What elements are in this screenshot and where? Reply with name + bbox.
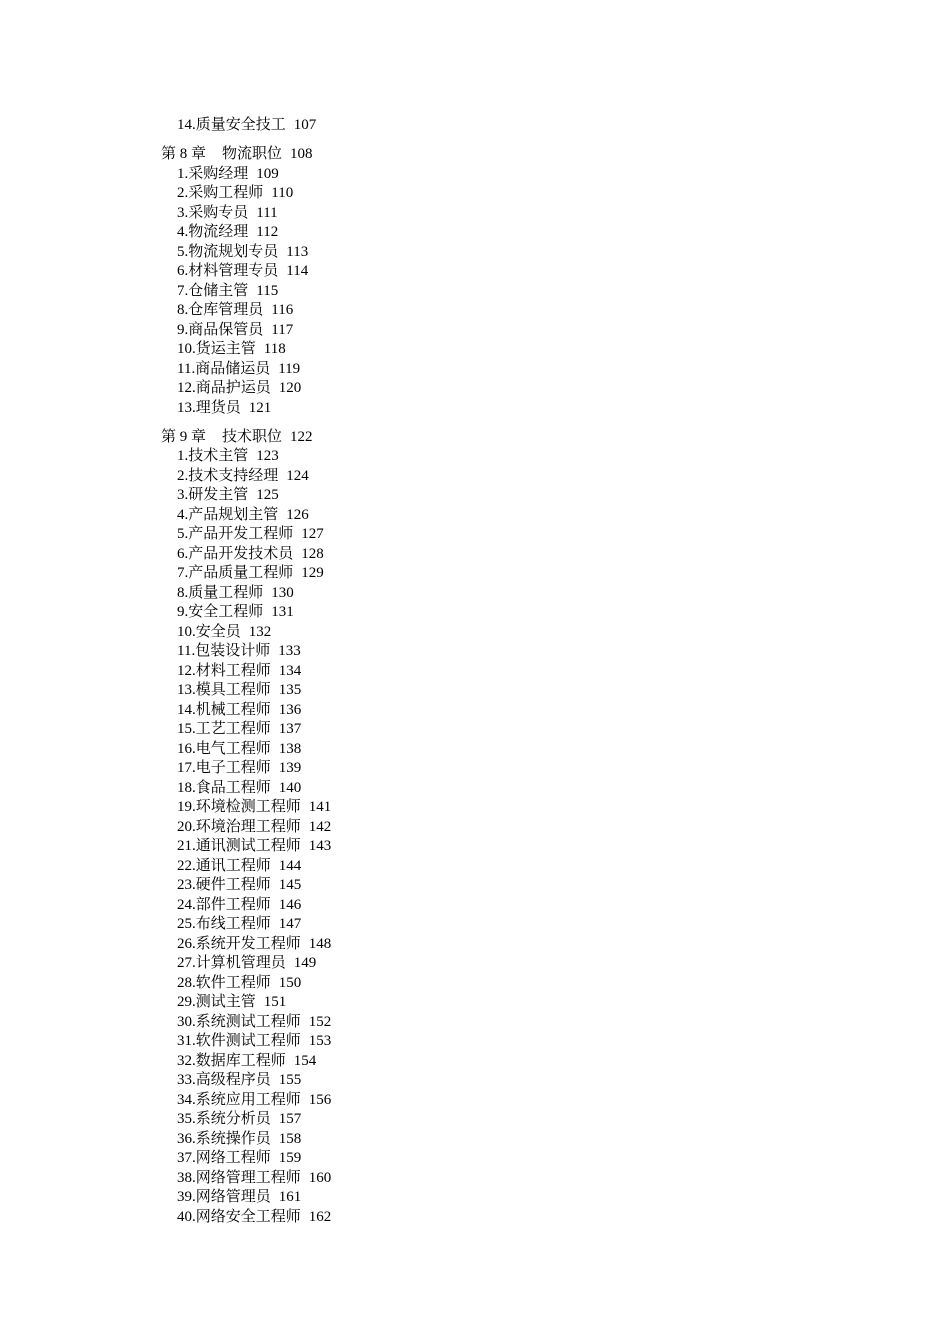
- page-number: 144: [278, 857, 302, 874]
- page-number: 122: [290, 428, 313, 445]
- toc-entry[interactable]: [161, 603, 761, 623]
- entry-title: 部件工程师: [195, 896, 271, 913]
- page-number: 150: [278, 974, 302, 991]
- entry-title: 安全员: [195, 623, 241, 640]
- toc-section: [161, 428, 761, 1228]
- page-number: 145: [278, 877, 302, 893]
- chapter-number: 第 8 章: [161, 146, 207, 162]
- entry-title: 技术主管: [188, 448, 249, 464]
- page-number: 138: [278, 740, 302, 757]
- entry-title: 计算机管理员: [195, 955, 286, 971]
- entry-title: 硬件工程师: [195, 877, 271, 893]
- entry-number: 1.: [177, 165, 189, 182]
- page-number: 113: [286, 243, 309, 260]
- entry-number: 12.: [177, 662, 196, 679]
- entry-number: 16.: [177, 740, 196, 757]
- entry-number: 3.: [177, 487, 189, 503]
- entry-title: 电气工程师: [195, 740, 271, 757]
- toc-entry[interactable]: [161, 681, 761, 701]
- page-number: 146: [278, 896, 302, 913]
- entry-number: 6.: [177, 263, 189, 279]
- entry-number: 39.: [177, 1189, 196, 1205]
- page-number: 139: [278, 760, 302, 776]
- entry-number: 36.: [177, 1130, 196, 1147]
- toc-entry[interactable]: [161, 1149, 761, 1169]
- entry-title: 布线工程师: [195, 916, 271, 932]
- entry-number: 14.: [177, 701, 196, 718]
- entry-title: 通讯测试工程师: [195, 838, 301, 854]
- toc-entry[interactable]: [161, 954, 761, 974]
- toc-entry[interactable]: [161, 1130, 761, 1150]
- entry-number: 8.: [177, 302, 189, 318]
- entry-number: 9.: [177, 321, 189, 338]
- entry-title: 网络安全工程师: [195, 1208, 301, 1225]
- entry-number: 19.: [177, 799, 196, 815]
- toc-entry[interactable]: [161, 1052, 761, 1072]
- entry-number: 25.: [177, 916, 196, 932]
- entry-title: 技术支持经理: [188, 467, 279, 484]
- page-number: 134: [278, 662, 302, 679]
- toc-entry[interactable]: [161, 223, 761, 243]
- page-number: 108: [290, 146, 313, 162]
- entry-title: 机械工程师: [195, 701, 271, 718]
- entry-title: 材料工程师: [195, 662, 271, 679]
- entry-number: 37.: [177, 1150, 196, 1166]
- page-number: 129: [301, 565, 324, 581]
- page-number: 148: [308, 935, 332, 952]
- entry-title: 采购专员: [188, 204, 249, 221]
- toc-entry[interactable]: [161, 564, 761, 584]
- entry-number: 22.: [177, 857, 196, 874]
- entry-number: 11.: [177, 360, 196, 377]
- toc-entry[interactable]: [161, 379, 761, 399]
- page-number: 115: [256, 282, 279, 299]
- entry-title: 通讯工程师: [195, 857, 271, 874]
- toc-entry[interactable]: [161, 262, 761, 282]
- entry-title: 物流经理: [188, 224, 249, 240]
- toc-entry[interactable]: [161, 623, 761, 643]
- entry-title: 产品开发工程师: [188, 526, 294, 542]
- entry-title: 仓库管理员: [188, 302, 264, 318]
- entry-number: 4.: [177, 224, 189, 240]
- entry-number: 7.: [177, 565, 189, 581]
- entry-number: 4.: [177, 506, 189, 523]
- entry-number: 28.: [177, 974, 196, 991]
- entry-number: 32.: [177, 1052, 196, 1069]
- toc-entry[interactable]: [161, 935, 761, 955]
- page-number: 121: [248, 399, 272, 416]
- toc-entry[interactable]: [161, 447, 761, 467]
- entry-title: 网络工程师: [195, 1150, 271, 1166]
- toc-entry[interactable]: [161, 321, 761, 341]
- page-number: 160: [308, 1169, 332, 1186]
- toc-entry[interactable]: [161, 184, 761, 204]
- table-of-contents: [161, 116, 761, 1227]
- page-number: 132: [248, 623, 272, 640]
- entry-number: 10.: [177, 623, 196, 640]
- entry-title: 仓储主管: [188, 282, 249, 299]
- toc-entry[interactable]: [161, 399, 761, 419]
- entry-title: 质量安全技工: [195, 117, 286, 133]
- toc-entry[interactable]: [161, 165, 761, 185]
- entry-number: 13.: [177, 682, 196, 698]
- toc-entry[interactable]: [161, 720, 761, 740]
- page-number: 155: [278, 1072, 302, 1088]
- toc-entry[interactable]: [161, 301, 761, 321]
- entry-number: 26.: [177, 935, 196, 952]
- toc-entry[interactable]: [161, 243, 761, 263]
- entry-title: 产品规划主管: [188, 506, 279, 523]
- page-number: 128: [301, 545, 324, 562]
- entry-number: 33.: [177, 1072, 196, 1088]
- page-number: 126: [286, 506, 309, 523]
- page-number: 117: [271, 321, 294, 338]
- page-number: 118: [263, 341, 286, 357]
- entry-title: 材料管理专员: [188, 263, 279, 279]
- toc-entry[interactable]: [161, 1169, 761, 1189]
- entry-title: 数据库工程师: [195, 1052, 286, 1069]
- entry-number: 10.: [177, 341, 196, 357]
- entry-number: 21.: [177, 838, 196, 854]
- page-number: 127: [301, 526, 324, 542]
- toc-entry[interactable]: [161, 779, 761, 799]
- entry-number: 38.: [177, 1169, 196, 1186]
- entry-title: 理货员: [195, 399, 241, 416]
- toc-entry[interactable]: [161, 545, 761, 565]
- page-number: 143: [308, 838, 332, 854]
- toc-entry[interactable]: [161, 759, 761, 779]
- entry-number: 13.: [177, 399, 196, 416]
- entry-number: 29.: [177, 994, 196, 1010]
- page-number: 158: [278, 1130, 302, 1147]
- page-number: 159: [278, 1150, 302, 1166]
- entry-title: 商品护运员: [195, 380, 271, 396]
- entry-number: 34.: [177, 1091, 196, 1108]
- entry-title: 环境检测工程师: [195, 799, 301, 815]
- toc-entry[interactable]: [161, 282, 761, 302]
- toc-entry[interactable]: [161, 340, 761, 360]
- entry-title: 高级程序员: [195, 1072, 271, 1088]
- entry-number: 3.: [177, 204, 189, 221]
- page-number: 154: [293, 1052, 317, 1069]
- page-number: 131: [271, 604, 294, 620]
- page-number: 109: [256, 165, 279, 182]
- entry-title: 采购经理: [188, 165, 249, 182]
- page-number: 152: [308, 1013, 332, 1030]
- toc-entry[interactable]: [161, 896, 761, 916]
- entry-number: 9.: [177, 604, 189, 620]
- page-number: 142: [308, 818, 332, 835]
- toc-section: [161, 116, 761, 136]
- entry-title: 软件工程师: [195, 974, 271, 991]
- page-number: 157: [278, 1111, 302, 1127]
- toc-entry[interactable]: [161, 857, 761, 877]
- entry-number: 8.: [177, 584, 189, 601]
- toc-entry[interactable]: [161, 1091, 761, 1111]
- entry-title: 商品保管员: [188, 321, 264, 338]
- entry-title: 模具工程师: [195, 682, 271, 698]
- page-number: 149: [293, 955, 317, 971]
- entry-title: 系统测试工程师: [195, 1013, 301, 1030]
- toc-entry[interactable]: [161, 1208, 761, 1228]
- chapter-title: 技术职位: [222, 428, 283, 445]
- page-number: 140: [278, 779, 302, 796]
- entry-number: 7.: [177, 282, 189, 299]
- toc-entry[interactable]: [161, 360, 761, 380]
- page-number: 141: [308, 799, 332, 815]
- toc-entry[interactable]: [161, 204, 761, 224]
- page-number: 162: [308, 1208, 332, 1225]
- entry-number: 2.: [177, 185, 189, 201]
- chapter-number: 第 9 章: [161, 428, 207, 445]
- entry-number: 14.: [177, 117, 196, 133]
- page-number: 147: [278, 916, 302, 932]
- toc-entry[interactable]: [161, 662, 761, 682]
- entry-number: 1.: [177, 448, 189, 464]
- entry-number: 11.: [177, 643, 196, 659]
- page-number: 123: [256, 448, 279, 464]
- page-number: 161: [278, 1189, 302, 1205]
- page-number: 156: [308, 1091, 332, 1108]
- entry-title: 网络管理员: [195, 1189, 271, 1205]
- entry-number: 18.: [177, 779, 196, 796]
- page-number: 153: [308, 1033, 332, 1049]
- toc-entry[interactable]: [161, 584, 761, 604]
- toc-entry[interactable]: [161, 876, 761, 896]
- chapter-heading[interactable]: [161, 145, 761, 165]
- toc-entry[interactable]: [161, 818, 761, 838]
- toc-entry[interactable]: [161, 642, 761, 662]
- toc-entry[interactable]: [161, 798, 761, 818]
- entry-title: 食品工程师: [195, 779, 271, 796]
- page-number: 120: [278, 380, 302, 396]
- entry-number: 5.: [177, 526, 189, 542]
- chapter-title: 物流职位: [222, 146, 283, 162]
- entry-title: 软件测试工程师: [195, 1033, 301, 1049]
- entry-title: 系统开发工程师: [195, 935, 301, 952]
- toc-section: [161, 145, 761, 418]
- entry-title: 环境治理工程师: [195, 818, 301, 835]
- page-number: 110: [271, 185, 294, 201]
- entry-number: 24.: [177, 896, 196, 913]
- entry-number: 30.: [177, 1013, 196, 1030]
- toc-entry[interactable]: [161, 1110, 761, 1130]
- entry-number: 5.: [177, 243, 189, 260]
- entry-number: 6.: [177, 545, 189, 562]
- toc-entry[interactable]: [161, 506, 761, 526]
- toc-entry[interactable]: [161, 525, 761, 545]
- entry-title: 产品开发技术员: [188, 545, 294, 562]
- entry-title: 研发主管: [188, 487, 249, 503]
- entry-title: 安全工程师: [188, 604, 264, 620]
- entry-title: 商品储运员: [195, 360, 271, 377]
- entry-number: 2.: [177, 467, 189, 484]
- entry-number: 15.: [177, 721, 196, 737]
- toc-entry[interactable]: [161, 993, 761, 1013]
- toc-entry[interactable]: [161, 701, 761, 721]
- page-number: 136: [278, 701, 302, 718]
- page-number: 119: [278, 360, 301, 377]
- page-number: 116: [271, 302, 294, 318]
- entry-title: 系统分析员: [195, 1111, 271, 1127]
- entry-title: 系统应用工程师: [195, 1091, 301, 1108]
- entry-number: 12.: [177, 380, 196, 396]
- chapter-heading[interactable]: [161, 428, 761, 448]
- page-number: 112: [256, 224, 279, 240]
- entry-title: 物流规划专员: [188, 243, 279, 260]
- toc-entry[interactable]: [161, 915, 761, 935]
- entry-title: 质量工程师: [188, 584, 264, 601]
- entry-title: 包装设计师: [195, 643, 271, 659]
- entry-number: 17.: [177, 760, 196, 776]
- entry-title: 网络管理工程师: [195, 1169, 301, 1186]
- page-number: 137: [278, 721, 302, 737]
- entry-title: 采购工程师: [188, 185, 264, 201]
- entry-number: 31.: [177, 1033, 196, 1049]
- page-number: 124: [286, 467, 309, 484]
- toc-entry[interactable]: [161, 1032, 761, 1052]
- toc-entry[interactable]: [161, 837, 761, 857]
- entry-title: 电子工程师: [195, 760, 271, 776]
- page-number: 114: [286, 263, 309, 279]
- page-number: 133: [278, 643, 301, 659]
- toc-entry[interactable]: [161, 1013, 761, 1033]
- toc-entry[interactable]: [161, 1071, 761, 1091]
- toc-entry[interactable]: [161, 974, 761, 994]
- entry-title: 工艺工程师: [195, 721, 271, 737]
- toc-entry[interactable]: [161, 740, 761, 760]
- entry-title: 产品质量工程师: [188, 565, 294, 581]
- toc-entry[interactable]: [161, 486, 761, 506]
- entry-number: 27.: [177, 955, 196, 971]
- entry-number: 40.: [177, 1208, 196, 1225]
- entry-number: 23.: [177, 877, 196, 893]
- page-number: 151: [263, 994, 287, 1010]
- entry-title: 测试主管: [195, 994, 256, 1010]
- page-number: 130: [271, 584, 294, 601]
- entry-title: 货运主管: [195, 341, 256, 357]
- toc-entry[interactable]: [161, 116, 761, 136]
- entry-number: 20.: [177, 818, 196, 835]
- page-number: 107: [293, 117, 317, 133]
- page-number: 135: [278, 682, 302, 698]
- toc-entry[interactable]: [161, 1188, 761, 1208]
- page-number: 125: [256, 487, 279, 503]
- entry-number: 35.: [177, 1111, 196, 1127]
- entry-title: 系统操作员: [195, 1130, 271, 1147]
- toc-entry[interactable]: [161, 467, 761, 487]
- page-number: 111: [256, 204, 278, 221]
